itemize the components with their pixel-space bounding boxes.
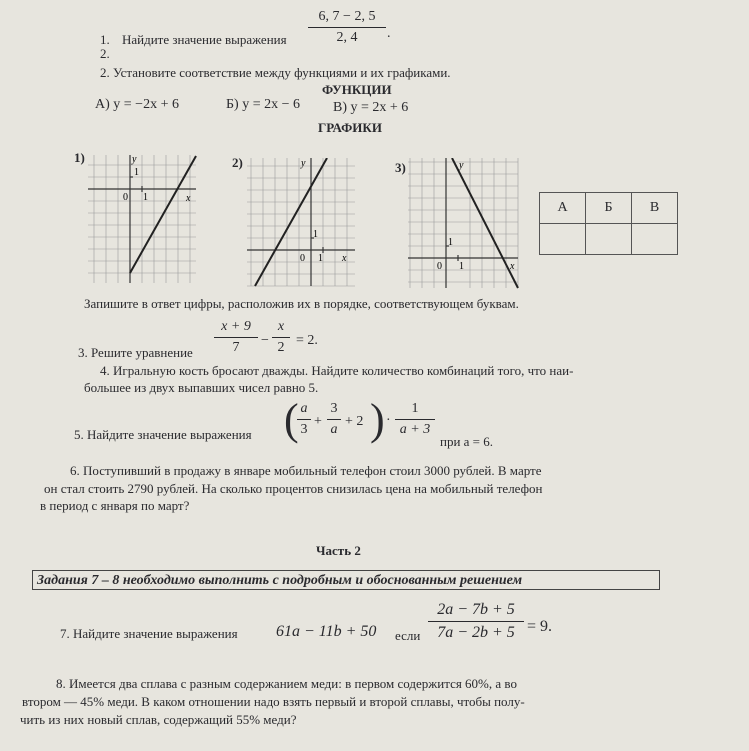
answer-cell-a[interactable] xyxy=(540,224,586,255)
task7-fraction xyxy=(428,600,524,643)
task4-line2: большее из двух выпавших чисел равно 5. xyxy=(84,380,319,395)
graph1-grid xyxy=(88,155,196,283)
task7-expression: 61a − 11b + 50 xyxy=(276,623,377,640)
graph2-line xyxy=(255,158,327,286)
task1-tail: . xyxy=(387,26,391,41)
answer-header-v: В xyxy=(632,193,678,224)
graph1-y-label: y xyxy=(132,155,137,165)
answer-cell-b[interactable] xyxy=(586,224,632,255)
task5-paren-right: ) xyxy=(370,395,385,444)
task2-instruction: Запишите в ответ цифры, расположив их в порядке, соответствующем буквам. xyxy=(84,296,519,311)
task3-fraction-2 xyxy=(272,318,290,357)
task1-frac-denominator: 2, 4 xyxy=(336,30,358,45)
task8-line2: втором — 45% меди. В каком отношении надо взять первый и второй сплавы, чтобы полу- xyxy=(22,694,525,709)
graph2-y-one: 1 xyxy=(313,229,318,240)
task3-fraction-1 xyxy=(214,318,258,357)
task5-condition: при a = 6. xyxy=(440,434,494,449)
graph2-y-label: y xyxy=(301,158,306,169)
task5-fraction-a xyxy=(297,400,311,439)
task4-line1: 4. Игральную кость бросают дважды. Найдите количество комбинаций того, что наи- xyxy=(100,363,574,378)
function-a: А) y = −2x + 6 xyxy=(95,97,179,112)
task3-f1-numerator: x + 9 xyxy=(221,319,251,334)
graph1-origin: 0 xyxy=(123,192,128,203)
fraction-bar xyxy=(308,27,386,28)
task7-numerator: 2a − 7b + 5 xyxy=(437,601,515,618)
graph3-y-one: 1 xyxy=(448,237,453,248)
task5-plus2: + 2 xyxy=(345,414,364,429)
function-v: В) y = 2x + 6 xyxy=(333,100,409,115)
functions-title: ФУНКЦИИ xyxy=(322,82,392,97)
graph3-y-label: y xyxy=(459,160,464,171)
task6-line3: в период с января по март? xyxy=(40,498,190,513)
answer-cell-v[interactable] xyxy=(632,224,678,255)
graph2-label: 2) xyxy=(232,155,243,170)
graph2 xyxy=(247,158,357,288)
task7-rhs: = 9. xyxy=(527,618,553,635)
task3-f2-numerator: x xyxy=(277,319,285,334)
graph3-label: 3) xyxy=(395,160,406,175)
task5-plus1: + xyxy=(314,414,322,429)
graphs-title: ГРАФИКИ xyxy=(318,120,382,135)
answer-table xyxy=(539,192,678,255)
task5-c-numerator: 1 xyxy=(411,401,419,416)
graph2-x-one: 1 xyxy=(318,253,323,264)
graph3-origin: 0 xyxy=(437,261,442,272)
task5-paren-left: ( xyxy=(284,395,299,444)
graph3 xyxy=(408,158,520,290)
graph1-x-one: 1 xyxy=(143,192,148,203)
graph3-x-label: x xyxy=(510,261,515,272)
graph1 xyxy=(88,155,198,285)
fraction-bar xyxy=(214,337,258,338)
task5-b-numerator: 3 xyxy=(330,401,338,416)
graph2-grid xyxy=(247,158,355,286)
answer-header-b: Б xyxy=(586,193,632,224)
task8-line1: 8. Имеется два сплава с разным содержанием меди: в первом содержится 60%, а во xyxy=(56,676,517,691)
task3-rhs: = 2. xyxy=(296,333,318,348)
task6-line2: он стал стоить 2790 рублей. На сколько процентов снизилась цена на мобильный телефон xyxy=(44,481,543,496)
task1-number: 1. xyxy=(100,32,110,47)
task1-fraction xyxy=(308,8,386,47)
task1-extra-number: 2. xyxy=(100,46,110,61)
task1-text: Найдите значение выражения xyxy=(122,32,287,47)
task3-text: 3. Решите уравнение xyxy=(78,345,193,360)
graph2-origin: 0 xyxy=(300,253,305,264)
fraction-bar xyxy=(272,337,290,338)
graph1-x-label: x xyxy=(186,193,191,204)
task5-a-denominator: 3 xyxy=(300,422,308,437)
task7-denominator: 7a − 2b + 5 xyxy=(437,624,515,641)
task3-f2-denominator: 2 xyxy=(277,340,285,355)
graph1-label: 1) xyxy=(74,150,85,165)
part2-title: Часть 2 xyxy=(316,543,361,558)
task7-if: если xyxy=(395,628,421,643)
task8-line3: чить из них новый сплав, содержащий 55% меди? xyxy=(20,712,297,727)
task5-b-denominator: a xyxy=(330,422,338,437)
task5-c-denominator: a + 3 xyxy=(399,422,431,437)
task1-frac-numerator: 6, 7 − 2, 5 xyxy=(318,9,376,24)
task7-text: 7. Найдите значение выражения xyxy=(60,626,238,641)
graph2-x-label: x xyxy=(342,253,347,264)
fraction-bar xyxy=(327,419,341,420)
part2-banner: Задания 7 – 8 необходимо выполнить с подробным и обоснованным решением xyxy=(32,570,660,590)
fraction-bar xyxy=(297,419,311,420)
task3-f1-denominator: 7 xyxy=(232,340,240,355)
answer-header-a: А xyxy=(540,193,586,224)
task5-fraction-c xyxy=(395,400,435,439)
task5-dot: · xyxy=(386,413,391,428)
task5-text: 5. Найдите значение выражения xyxy=(74,427,252,442)
task3-minus: − xyxy=(261,333,269,348)
fraction-bar xyxy=(395,419,435,420)
task2-text: 2. Установите соответствие между функциями и их графиками. xyxy=(100,65,451,80)
graph3-x-one: 1 xyxy=(459,261,464,272)
task5-a-numerator: a xyxy=(300,401,308,416)
graph1-line xyxy=(130,156,196,273)
function-b: Б) y = 2x − 6 xyxy=(226,97,300,112)
fraction-bar xyxy=(428,621,524,622)
graph1-y-one: 1 xyxy=(134,167,139,178)
task5-fraction-b xyxy=(327,400,341,439)
task6-line1: 6. Поступивший в продажу в январе мобильный телефон стоил 3000 рублей. В марте xyxy=(70,463,542,478)
